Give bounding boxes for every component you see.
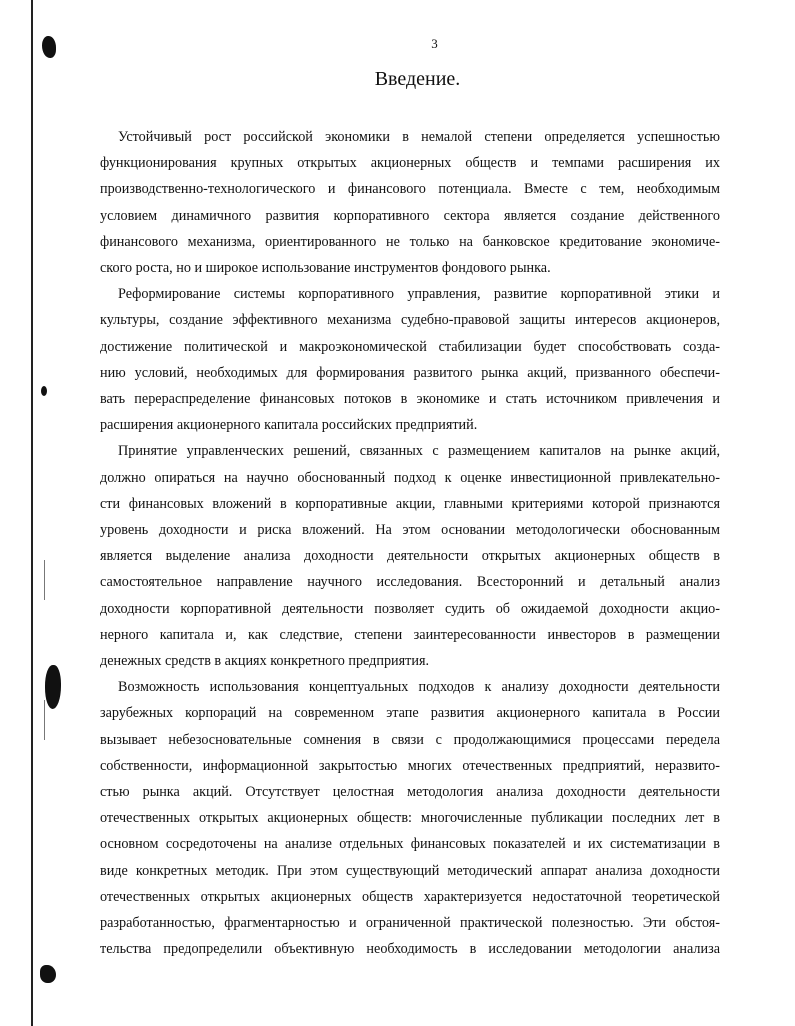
binding-hole-mark (45, 665, 61, 709)
text-line: зарубежных корпораций на современном этапе развития акционерного капитала в России (100, 705, 720, 722)
paragraph (100, 438, 720, 674)
binding-hole-mark (41, 386, 47, 396)
paragraph (100, 124, 720, 281)
text-line: условием динамичного развития корпоративного сектора является создание действенного (100, 207, 720, 224)
text-line: стью рынка акций. Отсутствует целостная методология анализа доходности деятельности (100, 784, 720, 801)
text-line: вать перераспределение финансовых потоков в экономике и стать источником привлечения и (100, 391, 720, 408)
page-number: 3 (431, 36, 438, 51)
text-line: собственности, информационной закрытостью многих отечественных предприятий, неразвито- (100, 757, 720, 774)
paragraph (100, 281, 720, 438)
text-line: виде конкретных методик. При этом существующий методический аппарат анализа доходности (100, 862, 720, 879)
text-line: основном сосредоточены на анализе отдельных финансовых показателей и их систематизации в (100, 836, 720, 853)
text-line: Принятие управленческих решений, связанных с размещением капиталов на рынке акций, (118, 443, 720, 460)
text-line: нию условий, необходимых для формирования развитого рынка акций, призванного обеспечи- (100, 364, 720, 381)
text-line: самостоятельное направление научного исследования. Всесторонний и детальный анализ (100, 574, 720, 591)
text-line: доходности корпоративной деятельности позволяет судить об ожидаемой доходности акцио- (100, 600, 720, 617)
paragraph (100, 674, 720, 962)
text-line: Возможность использования концептуальных подходов к анализу доходности деятельности (118, 679, 720, 696)
scan-artifact (44, 700, 45, 740)
text-line: отечественных открытых акционерных обществ характеризуется недостаточной теоретической (100, 888, 720, 905)
text-line: Реформирование системы корпоративного управления, развитие корпоративной этики и (118, 286, 720, 303)
text-line: достижение политической и макроэкономической стабилизации будет способствовать созда- (100, 338, 720, 355)
text-line: денежных средств в акциях конкретного предприятия. (100, 653, 430, 670)
text-line: отечественных открытых акционерных обществ: многочисленные публикации последних лет в (100, 810, 720, 827)
text-line: должно опираться на научно обоснованный подход к оценке инвестиционной привлекательно- (100, 469, 720, 486)
text-line: вызывает небезосновательные сомнения в связи с продолжающимися процессами передела (100, 731, 720, 748)
text-line: финансового механизма, ориентированного не только на банковское кредитование экономиче- (100, 233, 720, 250)
text-line: является выделение анализа доходности деятельности открытых акционерных обществ в (100, 548, 720, 565)
text-line: культуры, создание эффективного механизма судебно-правовой защиты интересов акционеров, (100, 312, 720, 329)
binding-hole-mark (40, 965, 56, 983)
text-line: разработанностью, фрагментарностью и ограниченной практической полезностью. Эти обстоя- (100, 915, 720, 932)
text-line: нерного капитала и, как следствие, степени заинтересованности инвесторов в размещении (100, 626, 720, 643)
text-line: сти финансовых вложений в корпоративные акции, главными критериями которой признаются (100, 495, 720, 512)
text-line: тельства предопределили объективную необходимость в исследовании методологии анализа (100, 941, 720, 958)
page-title: Введение. (374, 68, 461, 90)
scan-artifact (44, 560, 45, 600)
text-line: производственно-технологического и финансового потенциала. Вместе с тем, необходимым (100, 181, 720, 198)
text-line: уровень доходности и риска вложений. На этом основании методологически обоснованным (100, 522, 720, 539)
text-line: ского роста, но и широкое использование инструментов фондового рынка. (100, 260, 551, 277)
text-line: функционирования крупных открытых акционерных обществ и темпами расширения их (100, 155, 720, 172)
text-line: расширения акционерного капитала российских предприятий. (100, 417, 478, 434)
body-text (100, 124, 720, 963)
binding-edge-line (31, 0, 33, 1026)
text-line: Устойчивый рост российской экономики в немалой степени определяется успешностью (118, 129, 720, 145)
